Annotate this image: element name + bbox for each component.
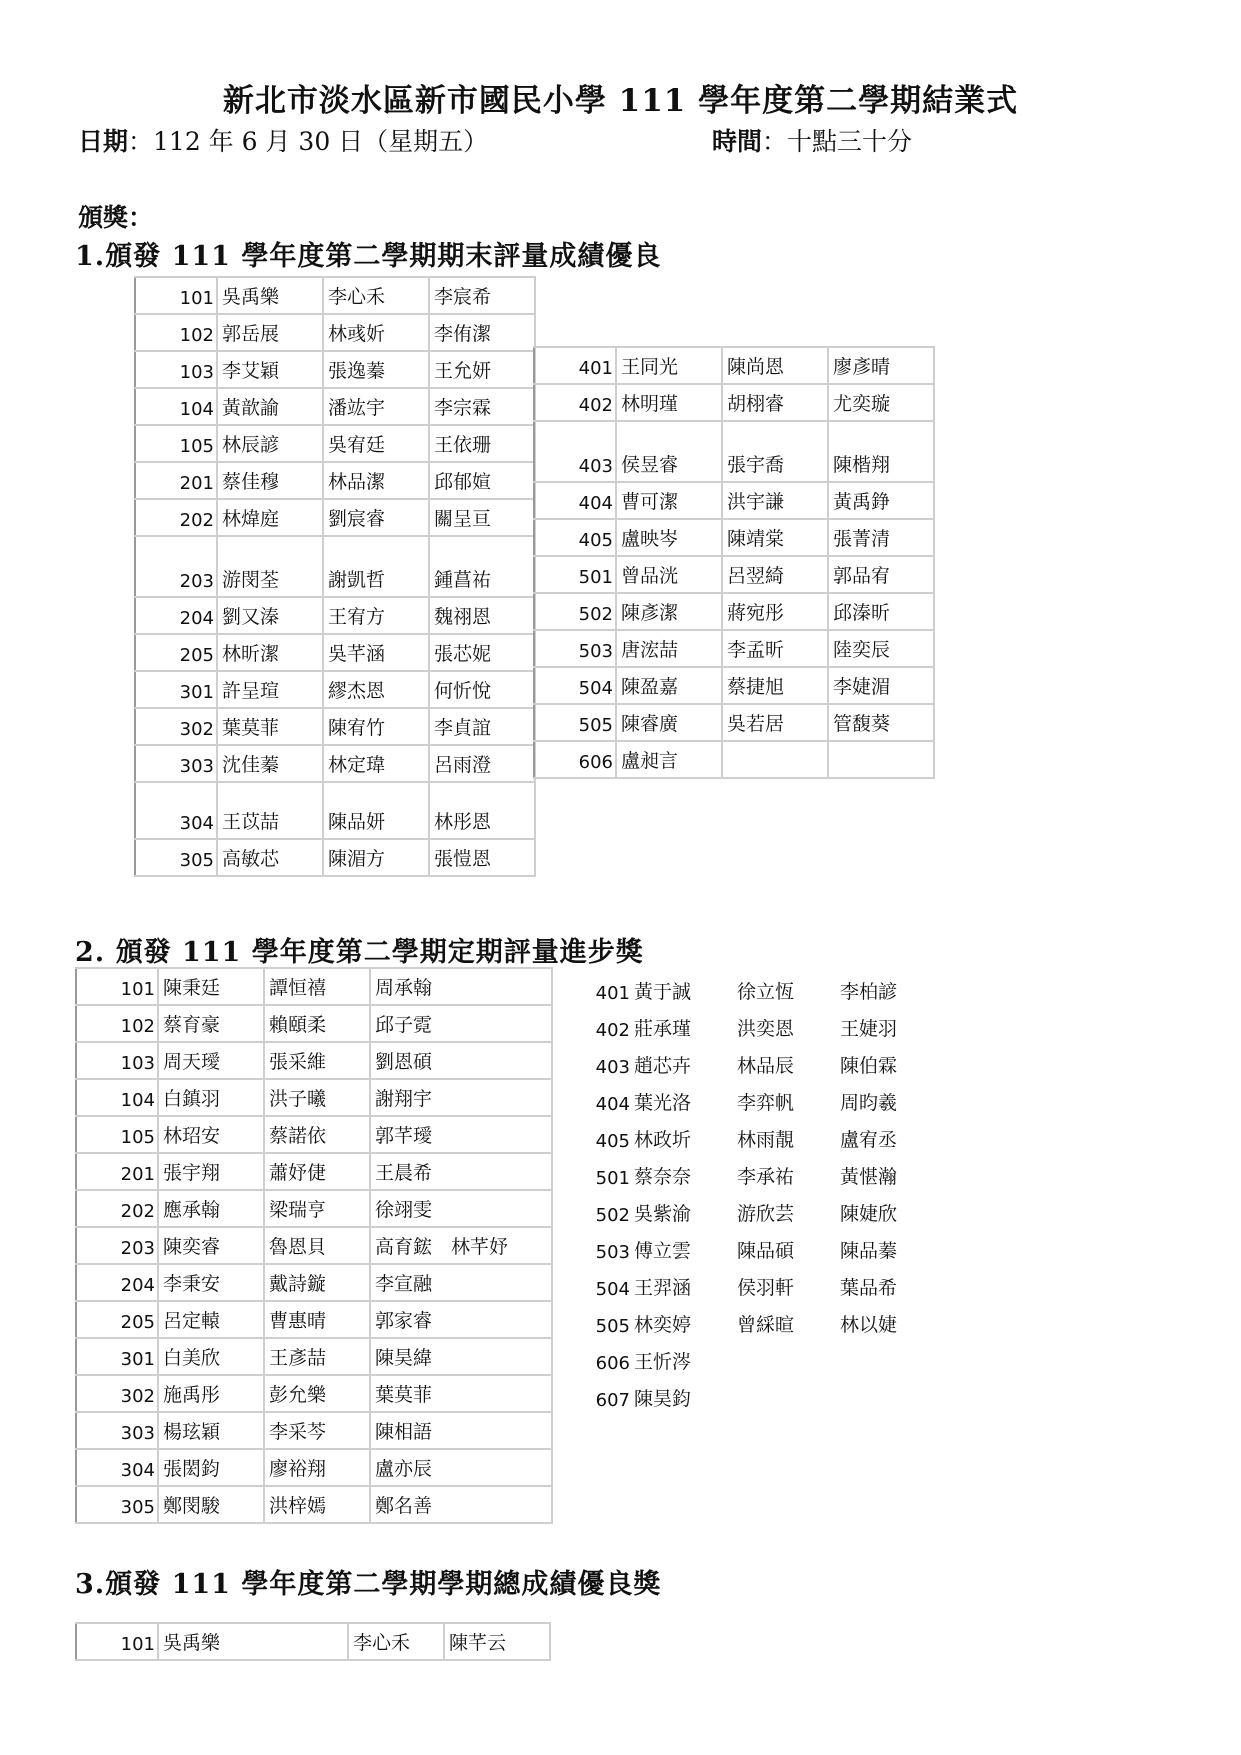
student-name: 林明瑾 xyxy=(616,384,722,421)
table-row xyxy=(534,667,934,704)
table-row xyxy=(135,597,535,634)
table-row xyxy=(135,314,535,351)
student-name: 葉莫菲 xyxy=(370,1375,552,1412)
student-name: 林以婕 xyxy=(840,1314,898,1336)
student-name: 呂翌綺 xyxy=(722,556,828,593)
student-name: 陳睿廣 xyxy=(616,704,722,741)
table-row xyxy=(534,593,934,630)
student-name: 李侑潔 xyxy=(429,314,535,351)
student-name: 莊承瑾 xyxy=(634,1018,692,1040)
student-name: 李采芩 xyxy=(264,1412,370,1449)
student-name: 陳彥潔 xyxy=(616,593,722,630)
student-name: 吳紫渝 xyxy=(634,1203,692,1225)
list-item xyxy=(590,1041,939,1078)
class-number: 404 xyxy=(595,1094,630,1115)
class-number: 505 xyxy=(595,1316,630,1337)
student-name: 陳楷翔 xyxy=(828,421,934,482)
section1-left-table xyxy=(134,276,536,877)
list-item xyxy=(590,1226,939,1263)
student-name: 謝翔宇 xyxy=(370,1079,552,1116)
table-row xyxy=(76,1264,552,1301)
student-name: 洪奕恩 xyxy=(737,1018,795,1040)
student-name: 李承祐 xyxy=(737,1166,795,1188)
class-number: 102 xyxy=(135,314,217,351)
student-name: 趙芯卉 xyxy=(634,1055,692,1077)
list-item xyxy=(590,1337,939,1374)
table-row xyxy=(76,1412,552,1449)
student-name: 王同光 xyxy=(616,347,722,384)
student-name: 郭家睿 xyxy=(370,1301,552,1338)
student-name: 劉宸睿 xyxy=(323,499,429,536)
student-name: 林定瑋 xyxy=(323,745,429,782)
student-name: 林奕婷 xyxy=(634,1314,692,1336)
student-name: 魏祤恩 xyxy=(429,597,535,634)
student-name: 李宣融 xyxy=(370,1264,552,1301)
student-name: 高育鋐 林芊妤 xyxy=(370,1227,552,1264)
table-row xyxy=(76,1153,552,1190)
student-name: 彭允樂 xyxy=(264,1375,370,1412)
student-name: 侯昱睿 xyxy=(616,421,722,482)
table-row xyxy=(534,482,934,519)
list-item xyxy=(590,1115,939,1152)
student-name: 游閔荃 xyxy=(217,536,323,597)
student-name: 魯恩貝 xyxy=(264,1227,370,1264)
student-name: 管馥葵 xyxy=(828,704,934,741)
student-name: 曾品洸 xyxy=(616,556,722,593)
table-row xyxy=(534,741,934,778)
student-name: 林昕潔 xyxy=(217,634,323,671)
class-number: 301 xyxy=(76,1338,158,1375)
class-number: 403 xyxy=(534,421,616,482)
table-row xyxy=(534,519,934,556)
class-number: 303 xyxy=(135,745,217,782)
class-number: 104 xyxy=(76,1079,158,1116)
student-name: 葉莫菲 xyxy=(217,708,323,745)
class-number: 401 xyxy=(595,983,630,1004)
student-name: 楊玹穎 xyxy=(158,1412,264,1449)
class-number: 202 xyxy=(135,499,217,536)
student-name: 林品潔 xyxy=(323,462,429,499)
section2-right-list xyxy=(590,967,939,1411)
class-number: 203 xyxy=(135,536,217,597)
student-name: 蔡佳穆 xyxy=(217,462,323,499)
table-row xyxy=(76,1449,552,1486)
student-name: 陳宥竹 xyxy=(323,708,429,745)
student-name: 應承翰 xyxy=(158,1190,264,1227)
student-name: 許呈瑄 xyxy=(217,671,323,708)
class-number: 101 xyxy=(135,277,217,314)
class-number: 102 xyxy=(76,1005,158,1042)
student-name: 胡栩睿 xyxy=(722,384,828,421)
student-name: 盧昶言 xyxy=(616,741,722,778)
student-name: 李弈帆 xyxy=(737,1092,795,1114)
student-name: 李艾穎 xyxy=(217,351,323,388)
class-number: 101 xyxy=(76,1623,158,1660)
table-row xyxy=(135,425,535,462)
class-number: 105 xyxy=(76,1116,158,1153)
time-line xyxy=(712,122,912,158)
list-item xyxy=(590,1300,939,1337)
student-name: 盧映岑 xyxy=(616,519,722,556)
table-row xyxy=(76,1227,552,1264)
table-row xyxy=(76,1486,552,1523)
table-row xyxy=(76,1042,552,1079)
class-number: 405 xyxy=(595,1131,630,1152)
student-name: 潘竑宇 xyxy=(323,388,429,425)
table-row xyxy=(76,1079,552,1116)
student-name: 洪子曦 xyxy=(264,1079,370,1116)
time-value: ：十點三十分 xyxy=(762,127,913,156)
student-name: 鍾菖祐 xyxy=(429,536,535,597)
class-number: 503 xyxy=(534,630,616,667)
table-row xyxy=(534,630,934,667)
table-row xyxy=(76,1301,552,1338)
student-name: 陳品蓁 xyxy=(840,1240,898,1262)
student-name: 郭芊璦 xyxy=(370,1116,552,1153)
table-row xyxy=(135,634,535,671)
student-name: 張逸蓁 xyxy=(323,351,429,388)
table-row xyxy=(534,556,934,593)
class-number: 502 xyxy=(534,593,616,630)
student-name: 陳相語 xyxy=(370,1412,552,1449)
student-name: 陳秉廷 xyxy=(158,968,264,1005)
class-number: 303 xyxy=(76,1412,158,1449)
student-name: 陳芊云 xyxy=(444,1623,550,1660)
table-row xyxy=(534,421,934,482)
student-name: 吳禹樂 xyxy=(217,277,323,314)
student-name: 廖彥晴 xyxy=(828,347,934,384)
date-line xyxy=(78,122,488,158)
student-name: 蕭妤倢 xyxy=(264,1153,370,1190)
student-name: 李心禾 xyxy=(348,1623,444,1660)
class-number: 403 xyxy=(595,1057,630,1078)
list-item xyxy=(590,1004,939,1041)
student-name: 賴頤柔 xyxy=(264,1005,370,1042)
student-name: 葉品希 xyxy=(840,1277,898,1299)
student-name: 呂雨澄 xyxy=(429,745,535,782)
table-row xyxy=(135,462,535,499)
student-name: 徐立恆 xyxy=(737,981,795,1003)
student-name: 蔣宛彤 xyxy=(722,593,828,630)
student-name: 曾綵暄 xyxy=(737,1314,795,1336)
student-name: 王彥喆 xyxy=(264,1338,370,1375)
table-row xyxy=(135,671,535,708)
date-value: ：112 年 6 月 30 日（星期五） xyxy=(128,127,489,156)
student-name: 王羿涵 xyxy=(634,1277,692,1299)
student-name: 吳芊涵 xyxy=(323,634,429,671)
student-name: 陳婕欣 xyxy=(840,1203,898,1225)
student-name: 林彧妡 xyxy=(323,314,429,351)
student-name: 李心禾 xyxy=(323,277,429,314)
student-name: 陳湄方 xyxy=(323,839,429,876)
table-row xyxy=(534,704,934,741)
student-name: 陸奕辰 xyxy=(828,630,934,667)
class-number: 103 xyxy=(135,351,217,388)
table-row xyxy=(135,839,535,876)
student-name: 唐浤喆 xyxy=(616,630,722,667)
student-name: 洪梓嫣 xyxy=(264,1486,370,1523)
class-number: 504 xyxy=(595,1279,630,1300)
student-name: 邱溱昕 xyxy=(828,593,934,630)
student-name: 黃于誠 xyxy=(634,981,692,1003)
student-name: 陳品妍 xyxy=(323,782,429,839)
student-name: 張菁清 xyxy=(828,519,934,556)
section2-title: 2. 頒發 111 學年度第二學期定期評量進步獎 xyxy=(75,937,644,968)
student-name: 施禹彤 xyxy=(158,1375,264,1412)
class-number: 301 xyxy=(135,671,217,708)
student-name: 張芯妮 xyxy=(429,634,535,671)
list-item xyxy=(590,1078,939,1115)
student-name: 何忻悅 xyxy=(429,671,535,708)
class-number: 404 xyxy=(534,482,616,519)
class-number: 501 xyxy=(595,1168,630,1189)
class-number: 205 xyxy=(76,1301,158,1338)
student-name: 李孟昕 xyxy=(722,630,828,667)
table-row xyxy=(534,384,934,421)
table-row xyxy=(135,536,535,597)
student-name: 王苡喆 xyxy=(217,782,323,839)
table-row xyxy=(135,745,535,782)
list-item xyxy=(590,1263,939,1300)
student-name: 曹惠晴 xyxy=(264,1301,370,1338)
table-row xyxy=(135,708,535,745)
class-number: 606 xyxy=(595,1353,630,1374)
student-name: 陳品碩 xyxy=(737,1240,795,1262)
student-name: 李貞誼 xyxy=(429,708,535,745)
table-row xyxy=(135,351,535,388)
list-item xyxy=(590,1189,939,1226)
class-number: 503 xyxy=(595,1242,630,1263)
class-number: 405 xyxy=(534,519,616,556)
class-number: 402 xyxy=(595,1020,630,1041)
class-number: 204 xyxy=(76,1264,158,1301)
class-number: 304 xyxy=(76,1449,158,1486)
student-name: 郭岳展 xyxy=(217,314,323,351)
student-name: 林政圻 xyxy=(634,1129,692,1151)
student-name: 張宇喬 xyxy=(722,421,828,482)
class-number: 302 xyxy=(135,708,217,745)
table-row xyxy=(76,1116,552,1153)
time-label: 時間 xyxy=(712,127,763,156)
student-name: 周天璦 xyxy=(158,1042,264,1079)
table-row xyxy=(76,1375,552,1412)
student-name: 曹可潔 xyxy=(616,482,722,519)
student-name: 高敏芯 xyxy=(217,839,323,876)
student-name: 洪宇謙 xyxy=(722,482,828,519)
student-name: 陳伯霖 xyxy=(840,1055,898,1077)
student-name: 吳若居 xyxy=(722,704,828,741)
student-name: 黃愖瀚 xyxy=(840,1166,898,1188)
student-name: 周昀羲 xyxy=(840,1092,898,1114)
table-row xyxy=(76,1338,552,1375)
student-name: 劉又溱 xyxy=(217,597,323,634)
student-name: 盧亦辰 xyxy=(370,1449,552,1486)
student-name: 黃禹錚 xyxy=(828,482,934,519)
student-name: 徐翊雯 xyxy=(370,1190,552,1227)
date-label: 日期 xyxy=(78,127,129,156)
student-name: 游欣芸 xyxy=(737,1203,795,1225)
student-name: 林雨靚 xyxy=(737,1129,795,1151)
student-name: 鄭閔駿 xyxy=(158,1486,264,1523)
class-number: 402 xyxy=(534,384,616,421)
student-name: 李宸希 xyxy=(429,277,535,314)
student-name: 劉恩碩 xyxy=(370,1042,552,1079)
student-name: 張宇翔 xyxy=(158,1153,264,1190)
student-name: 陳昊鈞 xyxy=(634,1388,692,1410)
student-name: 王允妍 xyxy=(429,351,535,388)
student-name: 蔡育豪 xyxy=(158,1005,264,1042)
list-item xyxy=(590,1152,939,1189)
student-name: 戴詩鏇 xyxy=(264,1264,370,1301)
section1-right-table xyxy=(533,346,935,779)
student-name: 張愷恩 xyxy=(429,839,535,876)
student-name: 譚恒禧 xyxy=(264,968,370,1005)
table-row xyxy=(135,499,535,536)
table-row xyxy=(135,388,535,425)
class-number: 305 xyxy=(76,1486,158,1523)
class-number: 204 xyxy=(135,597,217,634)
list-item xyxy=(590,967,939,1004)
student-name: 吳宥廷 xyxy=(323,425,429,462)
student-name: 陳昊緯 xyxy=(370,1338,552,1375)
student-name: 李柏諺 xyxy=(840,981,898,1003)
student-name: 白美欣 xyxy=(158,1338,264,1375)
student-name: 呂定轅 xyxy=(158,1301,264,1338)
student-name: 鄭名善 xyxy=(370,1486,552,1523)
class-number: 304 xyxy=(135,782,217,839)
class-number: 607 xyxy=(595,1390,630,1411)
section1-title: 1.頒發 111 學年度第二學期期末評量成績優良 xyxy=(75,241,662,272)
class-number: 505 xyxy=(534,704,616,741)
student-name: 葉光洛 xyxy=(634,1092,692,1114)
class-number: 203 xyxy=(76,1227,158,1264)
table-row xyxy=(135,277,535,314)
table-row xyxy=(76,1005,552,1042)
student-name: 蔡捷旭 xyxy=(722,667,828,704)
class-number: 202 xyxy=(76,1190,158,1227)
student-name: 吳禹樂 xyxy=(158,1623,348,1660)
student-name: 郭品宥 xyxy=(828,556,934,593)
class-number: 103 xyxy=(76,1042,158,1079)
student-name: 王依珊 xyxy=(429,425,535,462)
section3-title: 3.頒發 111 學年度第二學期學期總成績優良獎 xyxy=(75,1569,662,1600)
class-number: 501 xyxy=(534,556,616,593)
student-name: 白鎮羽 xyxy=(158,1079,264,1116)
student-name: 傅立雲 xyxy=(634,1240,692,1262)
student-name: 沈佳蓁 xyxy=(217,745,323,782)
section2-left-table xyxy=(75,967,553,1524)
student-name: 李秉安 xyxy=(158,1264,264,1301)
student-name: 蔡諾依 xyxy=(264,1116,370,1153)
student-name: 繆杰恩 xyxy=(323,671,429,708)
student-name: 林品辰 xyxy=(737,1055,795,1077)
student-name: 盧宥丞 xyxy=(840,1129,898,1151)
student-name: 陳盈嘉 xyxy=(616,667,722,704)
section3-table xyxy=(75,1622,551,1661)
student-name: 李宗霖 xyxy=(429,388,535,425)
student-name: 林彤恩 xyxy=(429,782,535,839)
class-number: 504 xyxy=(534,667,616,704)
class-number: 104 xyxy=(135,388,217,425)
class-number: 201 xyxy=(76,1153,158,1190)
class-number: 302 xyxy=(76,1375,158,1412)
class-number: 201 xyxy=(135,462,217,499)
student-name: 王宥方 xyxy=(323,597,429,634)
student-name: 謝凱哲 xyxy=(323,536,429,597)
student-name: 廖裕翔 xyxy=(264,1449,370,1486)
list-item xyxy=(590,1374,939,1411)
class-number: 606 xyxy=(534,741,616,778)
student-name: 蔡奈奈 xyxy=(634,1166,692,1188)
class-number: 101 xyxy=(76,968,158,1005)
class-number: 502 xyxy=(595,1205,630,1226)
student-name: 王忻涔 xyxy=(634,1351,692,1373)
student-name: 周承翰 xyxy=(370,968,552,1005)
table-row xyxy=(534,347,934,384)
student-name: 黃歆諭 xyxy=(217,388,323,425)
student-name: 梁瑞亨 xyxy=(264,1190,370,1227)
table-row xyxy=(76,1190,552,1227)
student-name: 陳奕睿 xyxy=(158,1227,264,1264)
student-name: 李婕湄 xyxy=(828,667,934,704)
student-name: 王晨希 xyxy=(370,1153,552,1190)
student-name: 尤奕璇 xyxy=(828,384,934,421)
class-number: 105 xyxy=(135,425,217,462)
table-row xyxy=(76,1623,550,1660)
student-name: 陳靖棠 xyxy=(722,519,828,556)
student-name: 林煒庭 xyxy=(217,499,323,536)
student-name: 林玿安 xyxy=(158,1116,264,1153)
student-name: 關呈亘 xyxy=(429,499,535,536)
class-number: 305 xyxy=(135,839,217,876)
student-name: 張閎鈞 xyxy=(158,1449,264,1486)
student-name: 張采維 xyxy=(264,1042,370,1079)
award-heading: 頒獎： xyxy=(78,203,154,232)
student-name xyxy=(828,741,934,778)
student-name: 王婕羽 xyxy=(840,1018,898,1040)
student-name: 陳尚恩 xyxy=(722,347,828,384)
table-row xyxy=(76,968,552,1005)
student-name xyxy=(722,741,828,778)
student-name: 林辰諺 xyxy=(217,425,323,462)
student-name: 侯羽軒 xyxy=(737,1277,795,1299)
class-number: 205 xyxy=(135,634,217,671)
class-number: 401 xyxy=(534,347,616,384)
student-name: 邱子霓 xyxy=(370,1005,552,1042)
student-name: 邱郁媗 xyxy=(429,462,535,499)
table-row xyxy=(135,782,535,839)
page-title: 新北市淡水區新市國民小學 111 學年度第二學期結業式 xyxy=(222,83,1019,119)
